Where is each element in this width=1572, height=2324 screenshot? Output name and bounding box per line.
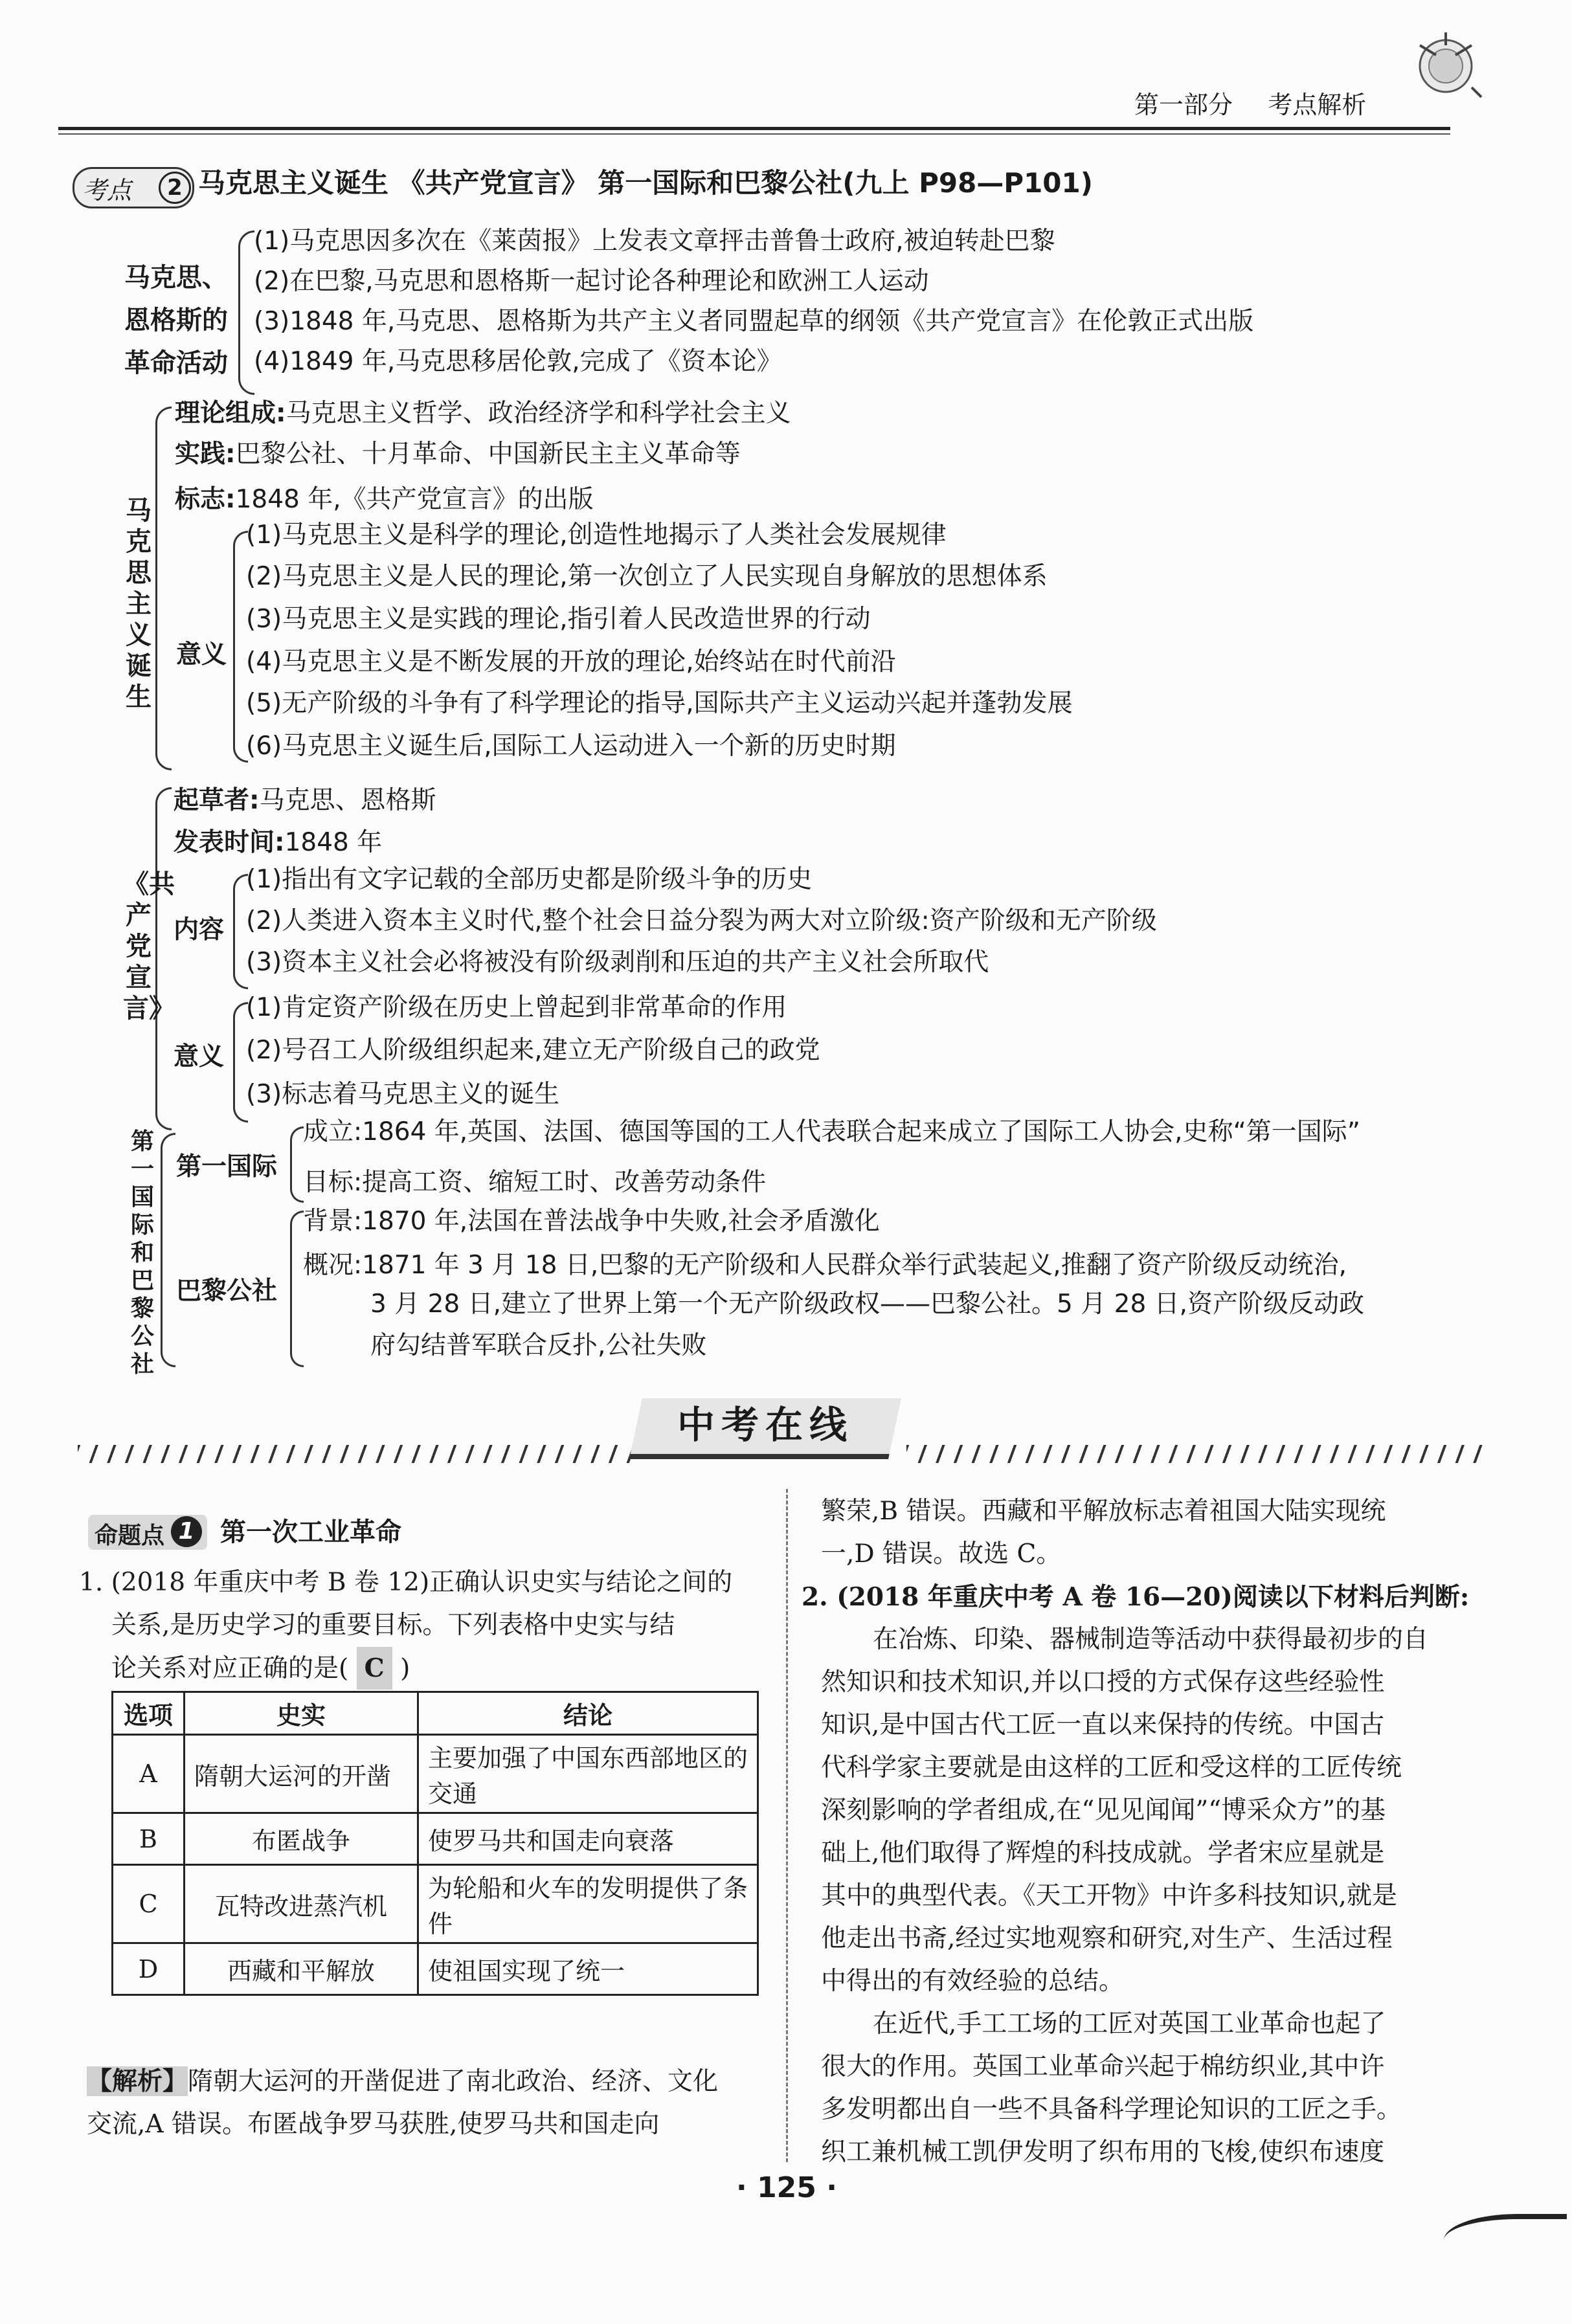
table-cell: D bbox=[113, 1943, 185, 1995]
marxism-practice bbox=[175, 437, 741, 472]
commune-item: 背景:1870 年,法国在普法战争中失败,社会矛盾激化 bbox=[303, 1207, 880, 1236]
q2-line: 在近代,手工工场的工匠对英国工业革命也起了 bbox=[873, 2009, 1386, 2039]
marxism-composition bbox=[175, 396, 791, 431]
marxism-meaning-item: (5)无产阶级的斗争有了科学理论的指导,国际共产主义运动兴起并蓬勃发展 bbox=[246, 689, 1073, 718]
manifesto-meaning-item: (2)号召工人阶级组织起来,建立无产阶级自己的政党 bbox=[246, 1036, 820, 1065]
analysis-line bbox=[87, 2060, 773, 2103]
activities-brace bbox=[238, 230, 254, 395]
q1-table bbox=[111, 1691, 759, 1996]
first-international-brace bbox=[290, 1126, 304, 1203]
table-row bbox=[113, 1813, 758, 1865]
q2-line: 然知识和技术知识,并以口授的方式保存这些经验性 bbox=[821, 1668, 1385, 1697]
q2-line: 深刻影响的学者组成,在“见见闻闻”“博采众方”的基 bbox=[821, 1796, 1386, 1825]
q2-line: 他走出书斋,经过实地观察和研究,对生产、生活过程 bbox=[821, 1924, 1393, 1953]
q1-line: 1. (2018 年重庆中考 B 卷 12)正确认识史实与结论之间的 bbox=[79, 1568, 733, 1597]
table-row bbox=[113, 1735, 758, 1813]
activities-label bbox=[124, 256, 228, 385]
marxism-meaning-label: 意义 bbox=[176, 640, 227, 669]
topic-badge bbox=[73, 167, 194, 208]
table-cell: 主要加强了中国东西部地区的交通 bbox=[418, 1735, 758, 1813]
international-label: 第一国际和巴黎公社 bbox=[130, 1128, 154, 1378]
right-column bbox=[802, 1490, 1494, 2174]
column-divider bbox=[786, 1489, 788, 2162]
q2-line: 础上,他们取得了辉煌的科技成就。学者宋应星就是 bbox=[821, 1838, 1385, 1868]
q2-head: 2. (2018 年重庆中考 A 卷 16—20)阅读以下材料后判断: bbox=[802, 1582, 1470, 1612]
marxism-meaning-item: (4)马克思主义是不断发展的开放的理论,始终站在时代前沿 bbox=[246, 647, 896, 676]
marxism-brace bbox=[155, 407, 172, 770]
activities-item: (1)马克思因多次在《莱茵报》上发表文章抨击普鲁士政府,被迫转赴巴黎 bbox=[254, 227, 1055, 256]
international-brace bbox=[161, 1133, 175, 1367]
commune-item: 府勾结普军联合反扑,公社失败 bbox=[370, 1331, 707, 1360]
q2-line: 知识,是中国古代工匠一直以来保持的传统。中国古 bbox=[821, 1710, 1385, 1739]
activities-item: (2)在巴黎,马克思和恩格斯一起讨论各种理论和欧洲工人运动 bbox=[254, 267, 929, 296]
q2-line: 多发明都出自一些不具备科学理论知识的工匠之手。 bbox=[821, 2095, 1402, 2124]
first-international-label: 第一国际 bbox=[176, 1152, 278, 1181]
table-cell: A bbox=[113, 1735, 185, 1813]
proposition-number: 1 bbox=[171, 1516, 202, 1547]
topic-title: 马克思主义诞生 《共产党宣言》 第一国际和巴黎公社(九上 P98—P101) bbox=[198, 167, 1093, 199]
q2-line: 很大的作用。英国工业革命兴起于棉纺织业,其中许 bbox=[821, 2052, 1385, 2081]
analysis-text: 隋朝大运河的开凿促进了南北政治、经济、文化 bbox=[188, 2067, 719, 2096]
manifesto-date bbox=[174, 825, 382, 860]
marxism-meaning-item: (2)马克思主义是人民的理论,第一次创立了人民实现自身解放的思想体系 bbox=[246, 562, 1048, 591]
marxism-composition-text: 马克思主义哲学、政治经济学和科学社会主义 bbox=[286, 399, 791, 428]
first-international-item: 目标:提高工资、缩短工时、改善劳动条件 bbox=[303, 1168, 767, 1197]
manifesto-content-item: (3)资本主义社会必将被没有阶级剥削和压迫的共产主义社会所取代 bbox=[246, 948, 989, 977]
table-cell: 布匿战争 bbox=[185, 1813, 418, 1865]
marxism-symbol bbox=[175, 482, 594, 517]
table-cell: 使祖国实现了统一 bbox=[418, 1943, 758, 1995]
header-part: 第一部分 bbox=[1134, 91, 1233, 119]
commune-item: 概况:1871 年 3 月 18 日,巴黎的无产阶级和人民群众举行武装起义,推翻了资产阶级反动统治, bbox=[303, 1251, 1347, 1280]
activities-label-line: 革命活动 bbox=[124, 348, 228, 378]
page-number: · 125 · bbox=[736, 2171, 837, 2204]
manifesto-meaning-item: (1)肯定资产阶级在历史上曾起到非常革命的作用 bbox=[246, 993, 787, 1022]
header-rule-thin bbox=[58, 133, 1450, 135]
table-cell: 西藏和平解放 bbox=[185, 1943, 418, 1995]
marxism-label: 马克思主义诞生 bbox=[126, 496, 152, 712]
manifesto-brace bbox=[155, 787, 172, 1130]
marxism-meaning-item: (1)马克思主义是科学的理论,创造性地揭示了人类社会发展规律 bbox=[246, 520, 947, 550]
q1-line bbox=[79, 1647, 732, 1690]
q1-line-close: ) bbox=[400, 1654, 410, 1683]
q2-line: 其中的典型代表。《天工开物》中许多科技知识,就是 bbox=[821, 1881, 1397, 1910]
q1-line-text: 论关系对应正确的是( bbox=[111, 1654, 349, 1683]
banner-title: 中考在线 bbox=[677, 1403, 853, 1447]
banner-ticks-right bbox=[906, 1445, 1489, 1463]
activities-item: (3)1848 年,马克思、恩格斯为共产主义者同盟起草的纲领《共产党宣言》在伦敦正式出版 bbox=[254, 307, 1254, 336]
banner-ticks-left bbox=[78, 1445, 634, 1463]
table-header-row bbox=[113, 1692, 758, 1735]
q1-analysis-cont: 繁荣,B 错误。西藏和平解放标志着祖国大陆实现统 bbox=[821, 1497, 1386, 1526]
q2-line: 在冶炼、印染、器械制造等活动中获得最初步的自 bbox=[873, 1625, 1429, 1654]
table-cell: 瓦特改进蒸汽机 bbox=[185, 1865, 418, 1943]
marxism-composition-label: 理论组成: bbox=[175, 399, 286, 428]
corner-decoration bbox=[1444, 2214, 1567, 2258]
q2-line: 织工兼机械工凯伊发明了织布用的飞梭,使织布速度 bbox=[821, 2138, 1385, 2167]
manifesto-author bbox=[174, 783, 436, 818]
manifesto-date-text: 1848 年 bbox=[284, 828, 383, 857]
analysis-line: 交流,A 错误。布匿战争罗马获胜,使罗马共和国走向 bbox=[87, 2110, 660, 2139]
manifesto-date-label: 发表时间: bbox=[174, 828, 285, 857]
table-cell: C bbox=[113, 1865, 185, 1943]
marxism-symbol-text: 1848 年,《共产党宣言》的出版 bbox=[235, 485, 594, 514]
manifesto-content-item: (1)指出有文字记载的全部历史都是阶级斗争的历史 bbox=[246, 865, 813, 894]
proposition-label: 命题点 bbox=[95, 1523, 165, 1549]
header-emblem bbox=[1410, 26, 1488, 104]
activities-label-line: 恩格斯的 bbox=[124, 306, 228, 335]
manifesto-content-label: 内容 bbox=[174, 915, 225, 944]
topic-badge-number: 2 bbox=[159, 172, 191, 204]
q1-analysis-cont: 一,D 错误。故选 C。 bbox=[821, 1539, 1062, 1569]
proposition-badge bbox=[88, 1515, 207, 1550]
marxism-symbol-label: 标志: bbox=[175, 485, 236, 514]
proposition-title: 第一次工业革命 bbox=[220, 1517, 401, 1547]
q2-line: 代科学家主要就是由这样的工匠和受这样的工匠传统 bbox=[821, 1753, 1402, 1782]
marxism-practice-text: 巴黎公社、十月革命、中国新民主主义革命等 bbox=[235, 440, 741, 469]
header-rule bbox=[58, 127, 1450, 130]
q1-stem bbox=[79, 1561, 732, 1690]
manifesto-meaning-label: 意义 bbox=[174, 1042, 225, 1071]
header-subpart: 考点解析 bbox=[1268, 91, 1367, 119]
topic-badge-label: 考点 bbox=[82, 176, 132, 205]
table-row bbox=[113, 1865, 758, 1943]
manifesto-content-item: (2)人类进入资本主义时代,整个社会日益分裂为两大对立阶级:资产阶级和无产阶级 bbox=[246, 906, 1157, 935]
activities-label-line: 马克思、 bbox=[124, 263, 228, 293]
table-cell: B bbox=[113, 1813, 185, 1865]
q1-line: 关系,是历史学习的重要目标。下列表格中史实与结 bbox=[111, 1611, 675, 1640]
table-cell: 使罗马共和国走向衰落 bbox=[418, 1813, 758, 1865]
manifesto-author-label: 起草者: bbox=[174, 786, 260, 815]
analysis-label: 【解析】 bbox=[87, 2066, 188, 2096]
table-header: 结论 bbox=[418, 1692, 758, 1735]
marxism-meaning-item: (3)马克思主义是实践的理论,指引着人民改造世界的行动 bbox=[246, 605, 871, 634]
manifesto-author-text: 马克思、恩格斯 bbox=[259, 786, 436, 815]
commune-label: 巴黎公社 bbox=[176, 1277, 278, 1306]
activities-item: (4)1849 年,马克思移居伦敦,完成了《资本论》 bbox=[254, 347, 782, 376]
table-header: 史实 bbox=[185, 1692, 418, 1735]
header-section bbox=[1134, 87, 1366, 122]
q1-analysis bbox=[87, 2060, 773, 2146]
q2-line: 中得出的有效经验的总结。 bbox=[821, 1967, 1125, 1996]
marxism-meaning-item: (6)马克思主义诞生后,国际工人运动进入一个新的历史时期 bbox=[246, 732, 896, 761]
commune-item: 3 月 28 日,建立了世界上第一个无产阶级政权——巴黎公社。5 月 28 日,资产阶级反动政 bbox=[370, 1290, 1365, 1319]
manifesto-meaning-item: (3)标志着马克思主义的诞生 bbox=[246, 1080, 560, 1109]
table-header: 选项 bbox=[113, 1692, 185, 1735]
first-international-item: 成立:1864 年,英国、法国、德国等国的工人代表联合起来成立了国际工人协会,史称“第一国际” bbox=[303, 1117, 1360, 1146]
manifesto-label: 《共产党宣言》 bbox=[123, 869, 175, 1023]
table-cell: 隋朝大运河的开凿 bbox=[185, 1735, 418, 1813]
marxism-practice-label: 实践: bbox=[175, 440, 236, 469]
commune-brace bbox=[290, 1211, 304, 1367]
table-row bbox=[113, 1943, 758, 1995]
q1-answer: C bbox=[357, 1647, 392, 1690]
table-cell: 为轮船和火车的发明提供了条件 bbox=[418, 1865, 758, 1943]
